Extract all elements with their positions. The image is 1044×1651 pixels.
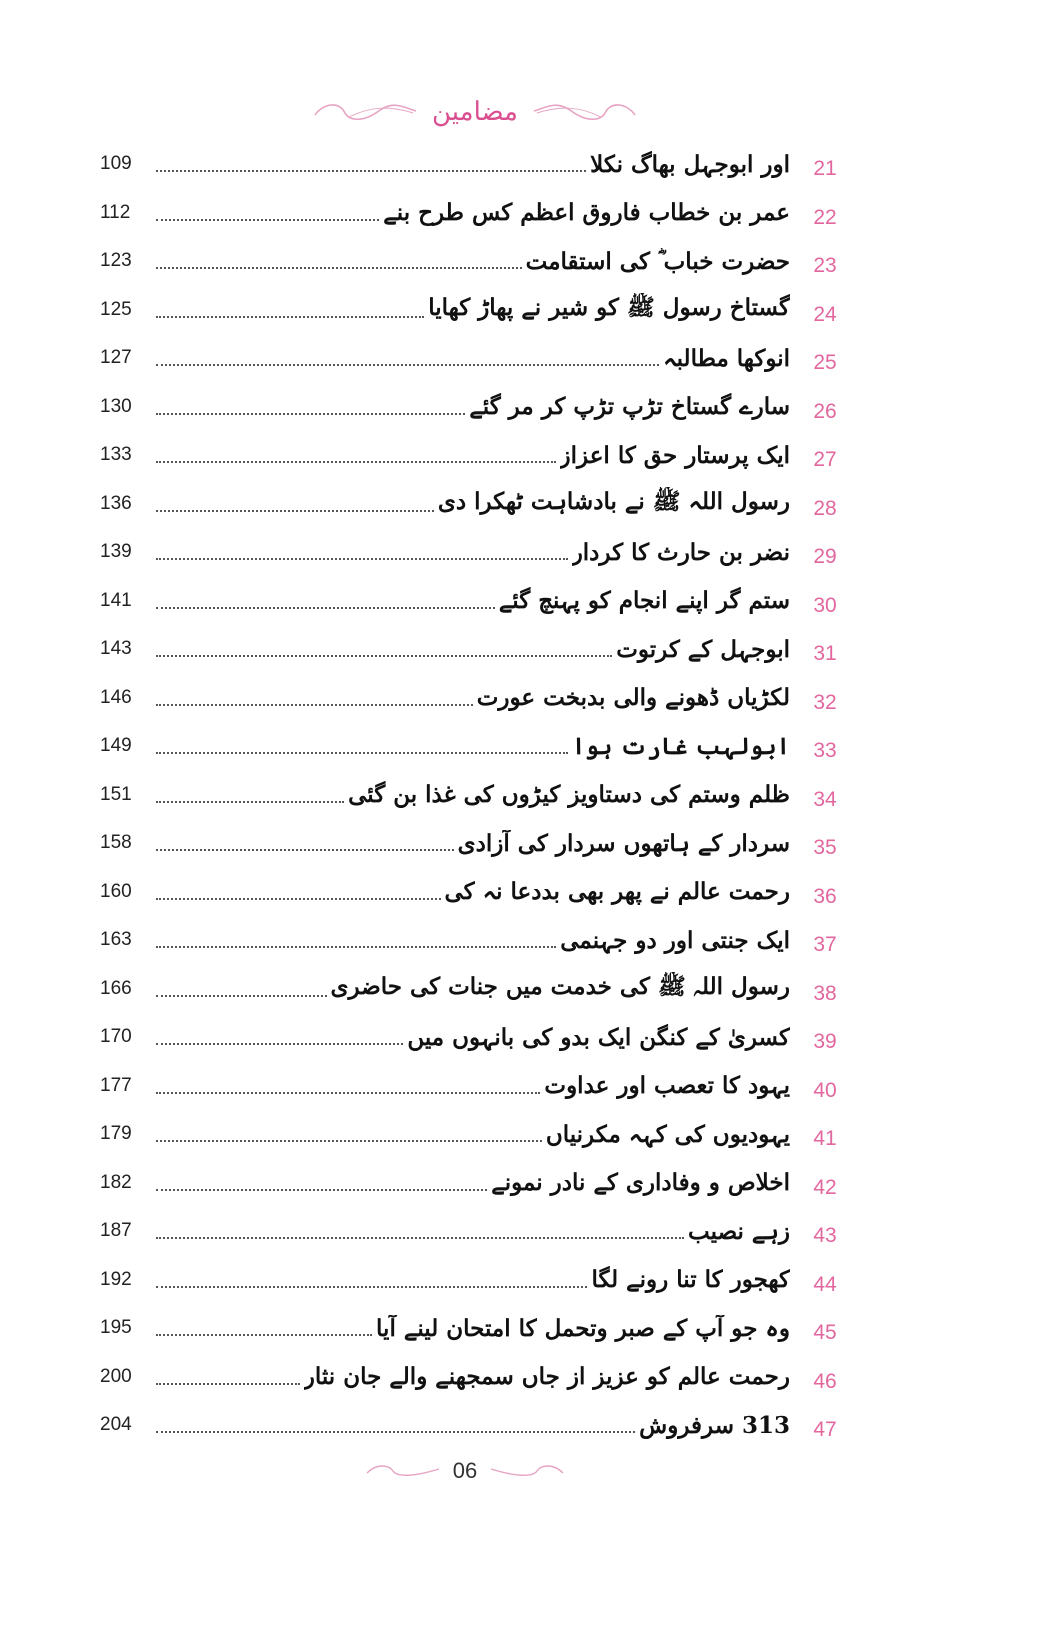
entry-page-number: 166 — [100, 977, 132, 999]
toc-entry[interactable] — [100, 1062, 860, 1111]
entry-number: 33 — [813, 739, 837, 763]
entry-page-number: 200 — [100, 1365, 132, 1387]
entry-title: وہ جو آپ کے صبر وتحمل کا امتحان لینے آیا — [376, 1314, 790, 1342]
entry-number: 24 — [813, 302, 837, 326]
entry-title: ستم گر اپنے انجام کو پہنچ گئے — [498, 587, 790, 615]
entry-title: لکڑیاں ڈھونے والی بدبخت عورت — [476, 684, 790, 712]
dotted-leader — [156, 849, 454, 851]
entry-title: حضرت خباب ؓ کی استقامت — [525, 247, 790, 275]
toc-entry[interactable] — [100, 1353, 860, 1402]
dotted-leader — [156, 267, 522, 269]
dotted-leader — [156, 752, 568, 754]
toc-entry[interactable] — [100, 722, 860, 771]
entry-title: گستاخ رسول ﷺ کو شیر نے پھاڑ کھایا — [428, 293, 790, 321]
entry-number: 28 — [813, 496, 837, 520]
toc-entry[interactable] — [100, 383, 860, 432]
entry-title: یہود کا تعصب اور عداوت — [544, 1072, 790, 1100]
dotted-leader — [156, 1431, 635, 1433]
toc-entry[interactable] — [100, 189, 860, 238]
toc-entry[interactable] — [100, 1013, 860, 1062]
toc-entry[interactable] — [100, 916, 860, 965]
entry-number: 27 — [813, 448, 837, 472]
entry-number: 43 — [813, 1224, 837, 1248]
flourish-left-icon — [363, 1459, 443, 1483]
entry-page-number: 127 — [100, 347, 132, 369]
entry-number: 42 — [813, 1175, 837, 1199]
dotted-leader — [156, 413, 465, 415]
entry-title: ابوجہل کے کرتوت — [616, 635, 790, 663]
toc-entry[interactable] — [100, 1401, 860, 1450]
entry-title: زہے نصیب — [688, 1217, 790, 1245]
dotted-leader — [156, 364, 659, 366]
entry-title: کھجور کا تنا رونے لگا — [591, 1266, 790, 1294]
entry-page-number: 170 — [100, 1026, 132, 1048]
dotted-leader — [156, 704, 473, 706]
dotted-leader — [156, 607, 495, 609]
dotted-leader — [156, 170, 586, 172]
dotted-leader — [156, 1286, 587, 1288]
toc-entry[interactable] — [100, 577, 860, 626]
entry-title: سارے گستاخ تڑپ تڑپ کر مر گئے — [469, 393, 790, 421]
entry-title: رسول اللہ ﷺ کی خدمت میں جنات کی حاضری — [330, 972, 790, 1000]
toc-entry[interactable] — [100, 334, 860, 383]
entry-number: 23 — [813, 254, 837, 278]
entry-page-number: 146 — [100, 686, 132, 708]
page-title: مضامین — [432, 97, 518, 127]
dotted-leader — [156, 995, 327, 997]
flourish-right-icon — [532, 97, 640, 127]
toc-entry[interactable] — [100, 286, 860, 335]
entry-number: 41 — [813, 1127, 837, 1151]
toc-entry[interactable] — [100, 674, 860, 723]
entry-number: 29 — [813, 545, 837, 569]
entry-page-number: 192 — [100, 1268, 132, 1290]
entry-title: ظلم وستم کی دستاویز کیڑوں کی غذا بن گئی — [348, 781, 790, 809]
toc-entry[interactable] — [100, 965, 860, 1014]
flourish-left-icon — [310, 97, 418, 127]
entry-page-number: 136 — [100, 492, 132, 514]
entry-number: 47 — [813, 1418, 837, 1442]
entry-title: رحمت عالم کو عزیز از جاں سمجھنے والے جان نثار — [303, 1363, 790, 1391]
entry-number: 37 — [813, 933, 837, 957]
entry-page-number: 195 — [100, 1317, 132, 1339]
dotted-leader — [156, 558, 568, 560]
entry-title: ایک پرستار حق کا اعزاز — [559, 441, 790, 469]
dotted-leader — [156, 1383, 300, 1385]
entry-number: 31 — [813, 642, 837, 666]
dotted-leader — [156, 1237, 684, 1239]
entry-page-number: 130 — [100, 395, 132, 417]
entry-number: 21 — [813, 157, 837, 181]
entry-title: اخلاص و وفاداری کے نادر نمونے — [491, 1169, 790, 1197]
entry-title: ابولہب غارت ہوا — [571, 732, 790, 760]
toc-entry[interactable] — [100, 1256, 860, 1305]
entry-number: 44 — [813, 1272, 837, 1296]
toc-entry[interactable] — [100, 1304, 860, 1353]
entry-page-number: 182 — [100, 1171, 132, 1193]
entry-page-number: 204 — [100, 1414, 132, 1436]
toc-entry[interactable] — [100, 480, 860, 529]
page-number: 06 — [452, 1458, 478, 1483]
entry-number: 35 — [813, 836, 837, 860]
entry-page-number: 112 — [100, 201, 131, 223]
entry-page-number: 151 — [100, 783, 132, 805]
entry-number: 36 — [813, 884, 837, 908]
entry-page-number: 143 — [100, 638, 132, 660]
entry-page-number: 139 — [100, 541, 132, 563]
dotted-leader — [156, 898, 441, 900]
dotted-leader — [156, 801, 344, 803]
dotted-leader — [156, 946, 556, 948]
entry-page-number: 125 — [100, 298, 132, 320]
contents-header — [310, 92, 640, 132]
entry-title: کسریٰ کے کنگن ایک بدو کی بانہوں میں — [407, 1023, 790, 1051]
dotted-leader — [156, 510, 434, 512]
entry-number: 39 — [813, 1030, 837, 1054]
entry-number: 26 — [813, 399, 837, 423]
toc-entry[interactable] — [100, 528, 860, 577]
dotted-leader — [156, 1140, 542, 1142]
entry-number: 38 — [813, 981, 837, 1005]
entry-page-number: 141 — [100, 589, 132, 611]
entry-page-number: 163 — [100, 929, 132, 951]
entry-title: سردار کے ہاتھوں سردار کی آزادی — [457, 829, 790, 857]
flourish-right-icon — [487, 1459, 567, 1483]
entry-title: انوکھا مطالبہ — [663, 344, 790, 372]
dotted-leader — [156, 219, 379, 221]
entry-page-number: 123 — [100, 250, 132, 272]
dotted-leader — [156, 1189, 487, 1191]
dotted-leader — [156, 1043, 403, 1045]
toc-entry[interactable] — [100, 1207, 860, 1256]
entry-page-number: 160 — [100, 880, 132, 902]
toc-entry[interactable] — [100, 625, 860, 674]
entry-number: 22 — [813, 205, 837, 229]
entry-title: 313 سرفروش — [639, 1411, 790, 1439]
entry-number: 45 — [813, 1321, 837, 1345]
entry-page-number: 149 — [100, 735, 132, 757]
toc-entry[interactable] — [100, 140, 860, 189]
toc-entry[interactable] — [100, 431, 860, 480]
dotted-leader — [156, 1092, 540, 1094]
entry-page-number: 158 — [100, 832, 132, 854]
dotted-leader — [156, 1334, 372, 1336]
toc-entry[interactable] — [100, 819, 860, 868]
page-footer — [355, 1453, 575, 1489]
entry-title: ایک جنتی اور دو جہنمی — [560, 926, 790, 954]
entry-title: اور ابوجہل بھاگ نکلا — [590, 150, 790, 178]
entry-number: 25 — [813, 351, 837, 375]
toc-entry[interactable] — [100, 1159, 860, 1208]
entry-title: رحمت عالم نے پھر بھی بددعا نہ کی — [444, 878, 790, 906]
entry-title: عمر بن خطاب فاروق اعظم کس طرح بنے — [383, 199, 790, 227]
entry-number: 40 — [813, 1078, 837, 1102]
entry-title: رسول اللہ ﷺ نے بادشاہت ٹھکرا دی — [437, 487, 790, 515]
entry-page-number: 187 — [100, 1220, 132, 1242]
toc-entry[interactable] — [100, 868, 860, 917]
entry-page-number: 179 — [100, 1123, 132, 1145]
entry-number: 32 — [813, 690, 837, 714]
entry-title: یہودیوں کی کہہ مکرنیاں — [545, 1120, 790, 1148]
entry-number: 46 — [813, 1369, 837, 1393]
dotted-leader — [156, 461, 556, 463]
entry-page-number: 109 — [100, 153, 132, 175]
entry-number: 30 — [813, 593, 837, 617]
toc-entry[interactable] — [100, 1110, 860, 1159]
entry-title: نضر بن حارث کا کردار — [571, 538, 790, 566]
entry-page-number: 133 — [100, 444, 132, 466]
dotted-leader — [156, 316, 424, 318]
dotted-leader — [156, 655, 612, 657]
table-of-contents — [100, 140, 860, 1450]
toc-entry[interactable] — [100, 237, 860, 286]
entry-number: 34 — [813, 787, 837, 811]
entry-page-number: 177 — [100, 1074, 132, 1096]
toc-entry[interactable] — [100, 771, 860, 820]
